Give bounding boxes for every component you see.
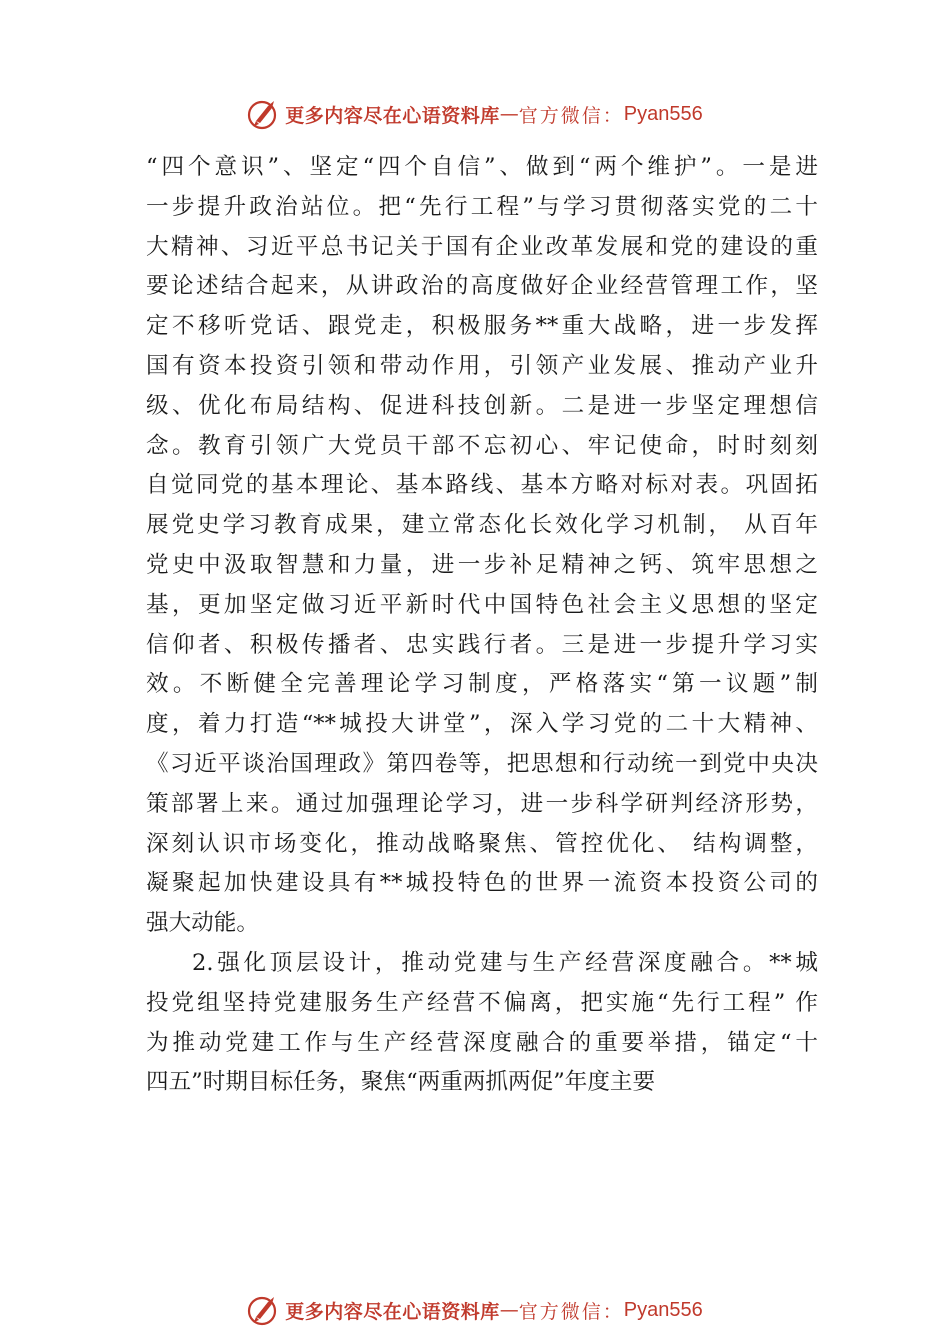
body-line: 效。不断健全完善理论学习制度，严格落实“第一议题”制 xyxy=(146,671,818,698)
body-line: 念。教育引领广大党员干部不忘初心、牢记使命，时时刻刻 xyxy=(146,432,818,459)
body-line: 基，更加坚定做习近平新时代中国特色社会主义思想的坚定 xyxy=(146,591,818,618)
body-line: 投党组坚持党建服务生产经营不偏离，把实施“先行工程” 作 xyxy=(146,989,818,1016)
document-body xyxy=(146,148,818,1103)
body-line: 要论述结合起来，从讲政治的高度做好企业经营管理工作，坚 xyxy=(146,273,818,300)
body-line: 策部署上来。通过加强理论学习，进一步科学研判经济形势， xyxy=(146,790,818,817)
banner-separator: — xyxy=(499,1299,519,1321)
banner-wechat-label: 官方微信： xyxy=(518,1300,624,1323)
banner-separator: — xyxy=(499,103,519,125)
body-line: 2.强化顶层设计，推动党建与生产经营深度融合。**城 xyxy=(192,949,818,976)
pen-nib-logo-icon xyxy=(247,97,281,131)
banner-wechat-id: Pyan556 xyxy=(623,1298,703,1321)
body-line: 自觉同党的基本理论、基本路线、基本方略对标对表。巩固拓 xyxy=(146,472,818,499)
banner-wechat-id: Pyan556 xyxy=(623,102,703,125)
body-line: 信仰者、积极传播者、忠实践行者。三是进一步提升学习实 xyxy=(146,631,818,658)
body-line: 深刻认识市场变化，推动战略聚焦、管控优化、 结构调整， xyxy=(146,830,818,857)
body-line: 强大动能。 xyxy=(146,910,259,937)
header-banner xyxy=(0,94,950,134)
banner-main-text: 更多内容尽在心语资料库 xyxy=(285,1300,500,1323)
body-line: 大精神、习近平总书记关于国有企业改革发展和党的建设的重 xyxy=(146,233,818,260)
body-line: 展党史学习教育成果，建立常态化长效化学习机制， 从百年 xyxy=(146,512,818,539)
body-line: 为推动党建工作与生产经营深度融合的重要举措，锚定“十 xyxy=(146,1029,818,1056)
banner-main-text: 更多内容尽在心语资料库 xyxy=(285,104,500,127)
body-line: 凝聚起加快建设具有**城投特色的世界一流资本投资公司的 xyxy=(146,870,818,897)
body-line: 一步提升政治站位。把“先行工程”与学习贯彻落实党的二十 xyxy=(146,193,818,220)
body-line: “四个意识”、坚定“四个自信”、做到“两个维护”。一是进 xyxy=(146,154,818,180)
body-line: 度，着力打造“**城投大讲堂”，深入学习党的二十大精神、 xyxy=(146,711,818,738)
footer-banner xyxy=(0,1290,950,1330)
pen-nib-logo-icon xyxy=(247,1293,281,1327)
banner-wechat-label: 官方微信： xyxy=(518,104,624,127)
body-line: 国有资本投资引领和带动作用，引领产业发展、推动产业升 xyxy=(146,352,818,379)
body-line: 《习近平谈治国理政》第四卷等，把思想和行动统一到党中央决 xyxy=(146,750,818,777)
body-line: 级、优化布局结构、促进科技创新。二是进一步坚定理想信 xyxy=(146,392,818,419)
body-line: 党史中汲取智慧和力量，进一步补足精神之钙、筑牢思想之 xyxy=(146,551,818,578)
body-line: 定不移听党话、跟党走，积极服务**重大战略，进一步发挥 xyxy=(146,313,818,340)
body-line: 四五”时期目标任务，聚焦“两重两抓两促”年度主要 xyxy=(146,1069,656,1096)
